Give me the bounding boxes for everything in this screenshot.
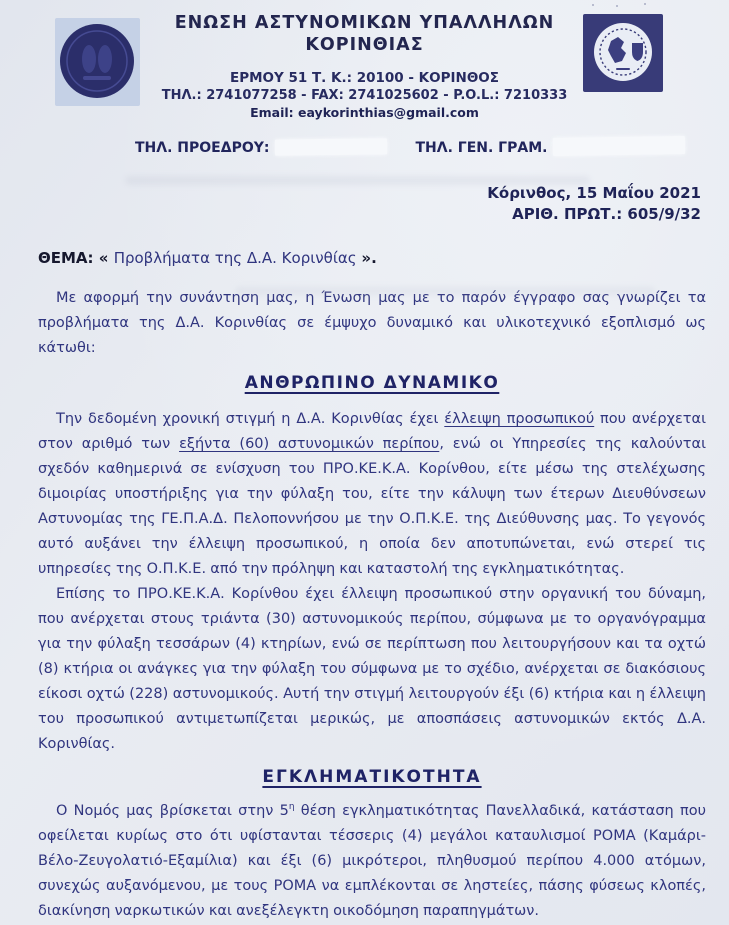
letterhead — [0, 0, 729, 121]
text-run: η — [288, 802, 295, 813]
section-heading-human-resources: ΑΝΘΡΩΠΙΝΟ ΔΥΝΑΜΙΚΟ — [244, 373, 500, 393]
letterhead-phone-fax: ΤΗΛ.: 2741077258 - FAX: 2741025602 - P.O.L.: 7210333 — [161, 88, 568, 103]
place-date: Κόρινθος, 15 Μαΐου 2021 — [487, 184, 701, 202]
org-name-line1: ΕΝΩΣΗ ΑΣΤΥΝΟΜΙΚΩΝ ΥΠΑΛΛΗΛΩΝ — [174, 13, 555, 33]
text-run: Με αφορμή την συνάντηση μας, η Ένωση μας με το παρόν έγγραφο σας γνωρίζει τα προβλήματα της Δ.Α. Κορινθίας σε έμψυχο δυναμικό και υλικοτεχνικό εξοπλισμό ως κάτωθι: — [38, 290, 706, 356]
org-name-line2: ΚΟΡΙΝΘΙΑΣ — [305, 35, 424, 55]
human-resources-paragraph-1 — [38, 407, 706, 582]
president-phone-label: ΤΗΛ. ΠΡΟΕΔΡΟΥ: — [135, 140, 270, 156]
document-body — [38, 249, 706, 924]
president-phone-redaction — [275, 138, 387, 155]
federation-circular-emblem-icon — [583, 14, 663, 92]
text-run: « — [98, 249, 114, 267]
text-run: έλλειψη προσωπικού — [444, 411, 595, 427]
secretary-phone-label: ΤΗΛ. ΓΕΝ. ΓΡΑΜ. — [415, 140, 548, 156]
text-run: ». — [361, 249, 377, 267]
union-round-seal-icon — [55, 18, 140, 106]
text-run: που ανέρχεται στον αριθμό των — [38, 411, 706, 452]
text-run: Επίσης το ΠΡΟ.ΚΕ.Κ.Α. Κορίνθου έχει έλλειψη προσωπικού στην οργανική του δύναμη, που ανέρχεται στους τριάντα (30) αστυνομικούς περίπου, σύμφωνα με το οργανόγραμμα για την φύλαξη τεσσάρων (4) κτηρίων, ενώ σε περίπτωση που λειτουργήσουν και τα οχτώ (8) κτήρια οι ανάγκες για την φύλαξη του σύμφωνα με το σχέδιο, ανέρχεται σε διακόσιους είκοσι οχτώ (228) αστυνομικούς. Αυτή την στιγμή λειτουργούν έξι (6) κτήρια και η έλλειψη του προσωπικού αντιμετωπίζεται μερικώς, με αποσπάσεις αστυνομικών εκτός Δ.Α. Κορινθίας. — [38, 586, 706, 752]
letterhead-address: ΕΡΜΟΥ 51 Τ. Κ.: 20100 - ΚΟΡΙΝΘΟΣ — [229, 70, 499, 86]
text-run: θέση εγκληματικότητας Πανελλαδικά, κατάσταση που οφείλεται κυρίως στο ότι υφίστανται τέσσερις (4) μεγάλοι καταυλισμοί ΡΟΜΑ (Καμάρι-Βέλο-Ζευγολατιό-Εξαμίλια) και έξι (6) μικρότεροι, πληθυσμού περίπου 4.000 ατόμων, συνεχώς αυξανόμενου, με τους ΡΟΜΑ να εμπλέκονται σε ληστείες, πάσης φύσεως κλοπές, διακίνηση ναρκωτικών και ανεξέλεγκτη οικοδόμηση παραπηγμάτων. — [38, 803, 706, 919]
text-run: Ο Νομός μας βρίσκεται στην 5 — [56, 803, 289, 819]
officers-phone-row — [135, 137, 729, 157]
text-run: εξήντα (60) αστυνομικών περίπου — [179, 436, 440, 452]
intro-paragraph — [38, 286, 706, 361]
secretary-phone-redaction — [553, 136, 685, 156]
text-run: ΘΕΜΑ: — [38, 249, 99, 267]
subject-line — [38, 249, 706, 268]
reference-block — [0, 183, 729, 225]
section-heading-criminality: ΕΓΚΛΗΜΑΤΙΚΟΤΗΤΑ — [262, 767, 482, 787]
scan-specks — [592, 4, 594, 6]
letterhead-email: Email: eaykorinthias@gmail.com — [250, 105, 479, 120]
protocol-number: ΑΡΙΘ. ΠΡΩΤ.: 605/9/32 — [512, 205, 701, 223]
text-run: , ενώ οι Υπηρεσίες της καλούνται σχεδόν καθημερινά σε ενίσχυση του ΠΡΟ.ΚΕ.Κ.Α. Κορίνθου, είτε μέσω της στελέχωσης διμοιρίας υποστήριξης για την φύλαξη του, είτε την κάλυψη των έτερων Διευθύνσεων Αστυνομίας της ΓΕ.Π.Α.Δ. Πελοποννήσου με την Ο.Π.Κ.Ε. της Διεύθυνσης μας. Το γεγονός αυτό αυξάνει την έλλειψη προσωπικού, η οποία δεν αποτυπώνεται, ενώ στερεί τις υπηρεσίες της Ο.Π.Κ.Ε. από την πρόληψη και καταστολή της εγκληματικότητας. — [38, 436, 706, 577]
criminality-paragraph-1 — [38, 799, 706, 924]
text-run: Προβλήματα της Δ.Α. Κορινθίας — [113, 249, 362, 267]
human-resources-paragraph-2 — [38, 582, 706, 757]
text-run: Την δεδομένη χρονική στιγμή η Δ.Α. Κορινθίας έχει — [56, 411, 445, 427]
